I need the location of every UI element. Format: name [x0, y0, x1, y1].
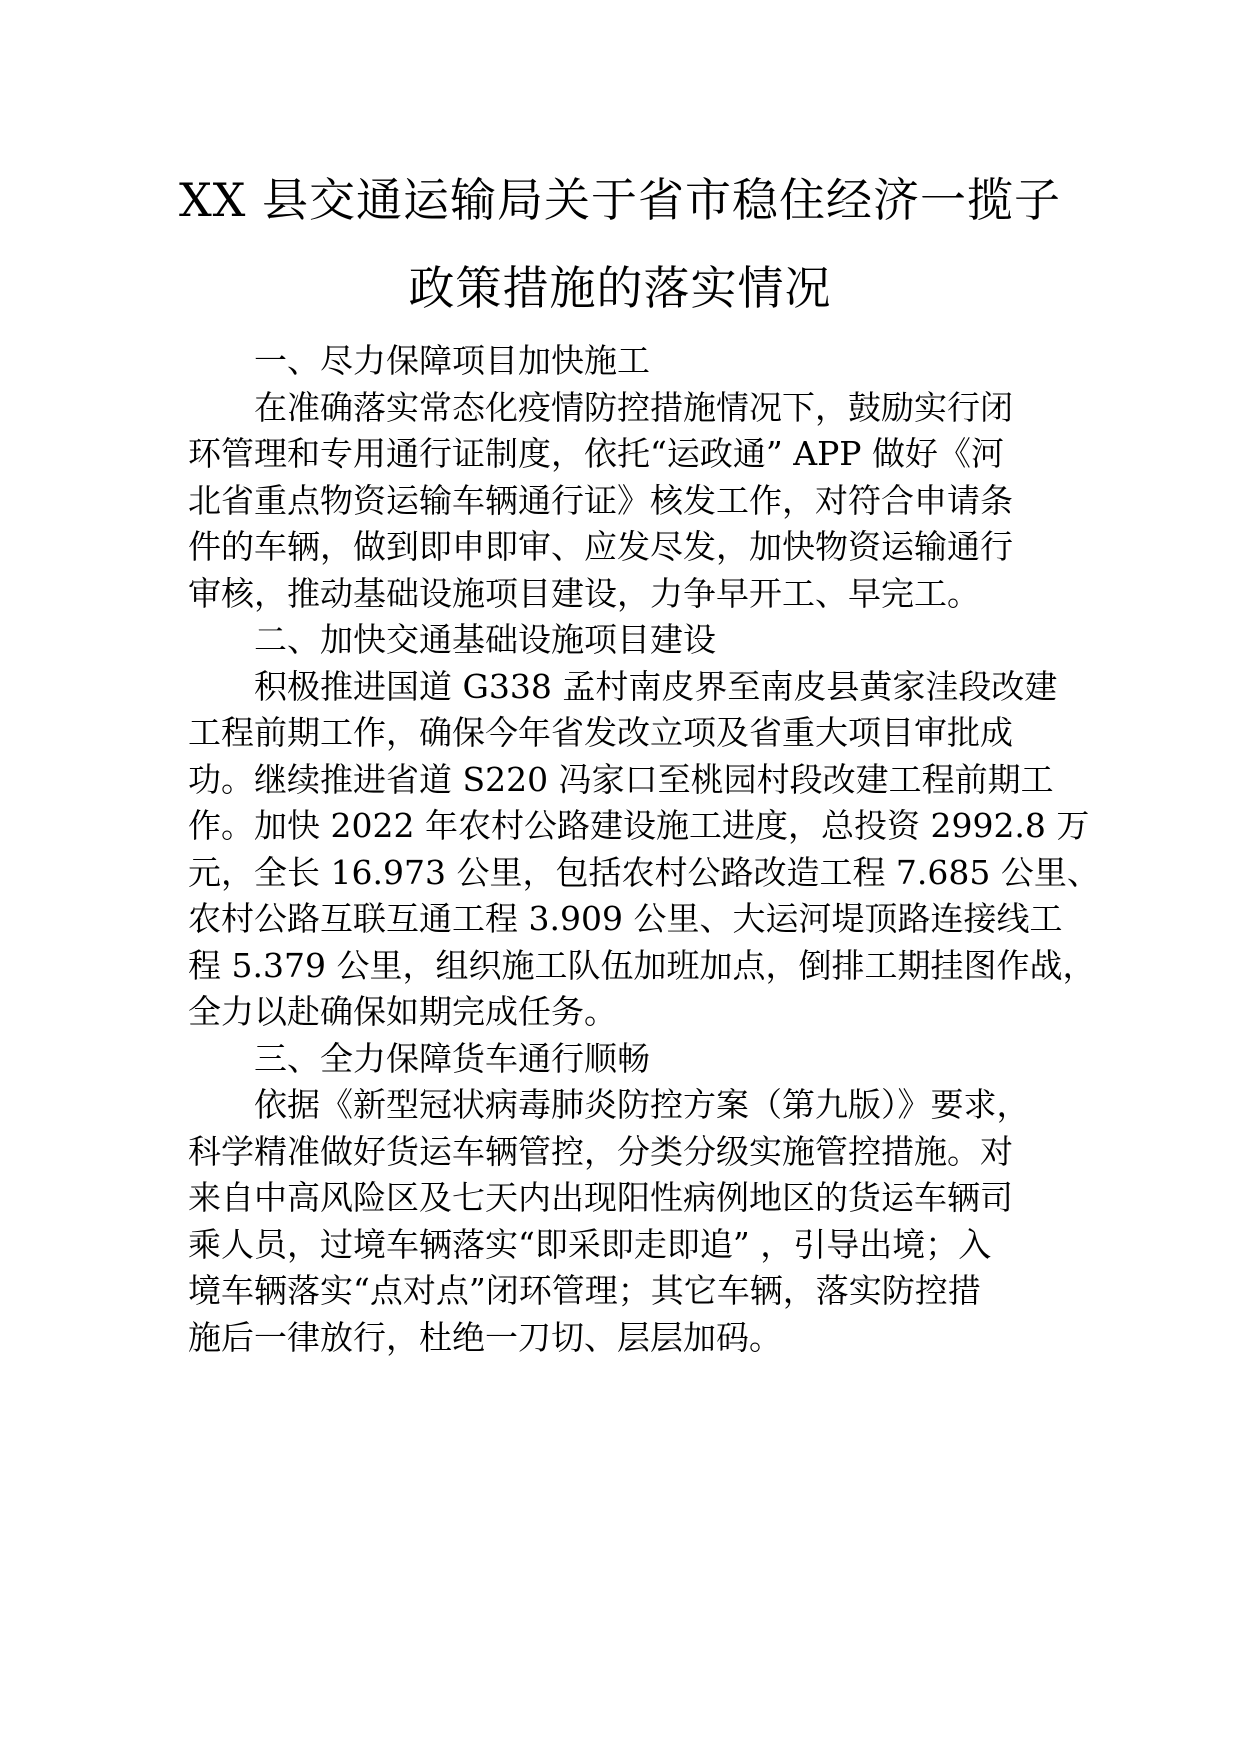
document-body — [188, 338, 1100, 1361]
section-heading-2: 二、加快交通基础设施项目建设 — [254, 620, 716, 659]
paragraph-line: 科学精准做好货运车辆管控，分类分级实施管控措施。对 — [188, 1131, 1013, 1171]
paragraph-line: 境车辆落实“点对点”闭环管理；其它车辆，落实防控措 — [188, 1271, 981, 1310]
paragraph-line: 依据《新型冠状病毒肺炎防控方案（第九版）》要求， — [254, 1085, 1030, 1124]
paragraph-line: 件的车辆，做到即申即审、应发尽发，加快物资运输通行 — [188, 527, 1013, 566]
document-title-line-1: XX 县交通运输局关于省市稳住经济一揽子 — [178, 173, 1062, 227]
paragraph-line: 作。加快 2022 年农村公路建设施工进度，总投资 2992.8 万 — [188, 806, 1090, 845]
paragraph-line: 工程前期工作，确保今年省发改立项及省重大项目审批成 — [188, 713, 1013, 752]
paragraph-line: 施后一律放行，杜绝一刀切、层层加码。 — [188, 1317, 782, 1357]
section-heading-3: 三、全力保障货车通行顺畅 — [254, 1038, 650, 1078]
paragraph-line: 乘人员，过境车辆落实“即采即走即追” ，引导出境；入 — [188, 1224, 992, 1264]
paragraph-line: 功。继续推进省道 S220 冯家口至桃园村段改建工程前期工 — [188, 759, 1054, 799]
paragraph-line: 积极推进国道 G338 孟村南皮界至南皮县黄家洼段改建 — [254, 666, 1058, 706]
paragraph-line: 农村公路互联互通工程 3.909 公里、大运河堤顶路连接线工 — [188, 899, 1063, 938]
paragraph-line: 来自中高风险区及七天内出现阳性病例地区的货运车辆司 — [188, 1178, 1013, 1217]
paragraph-line: 在准确落实常态化疫情防控措施情况下，鼓励实行闭 — [254, 387, 1013, 427]
paragraph-line: 环管理和专用通行证制度，依托“运政通” APP 做好《河 — [188, 434, 1004, 473]
paragraph-line: 程 5.379 公里，组织施工队伍加班加点，倒排工期挂图作战， — [188, 945, 1096, 985]
paragraph-line: 审核，推动基础设施项目建设，力争早开工、早完工。 — [188, 573, 980, 613]
paragraph-line: 全力以赴确保如期完成任务。 — [188, 992, 617, 1031]
paragraph-line: 北省重点物资运输车辆通行证》核发工作，对符合申请条 — [188, 480, 1013, 520]
section-heading-1: 一、尽力保障项目加快施工 — [254, 341, 650, 380]
paragraph-line: 元，全长 16.973 公里，包括农村公路改造工程 7.685 公里、 — [188, 852, 1100, 892]
document-title-line-2: 政策措施的落实情况 — [408, 261, 832, 315]
